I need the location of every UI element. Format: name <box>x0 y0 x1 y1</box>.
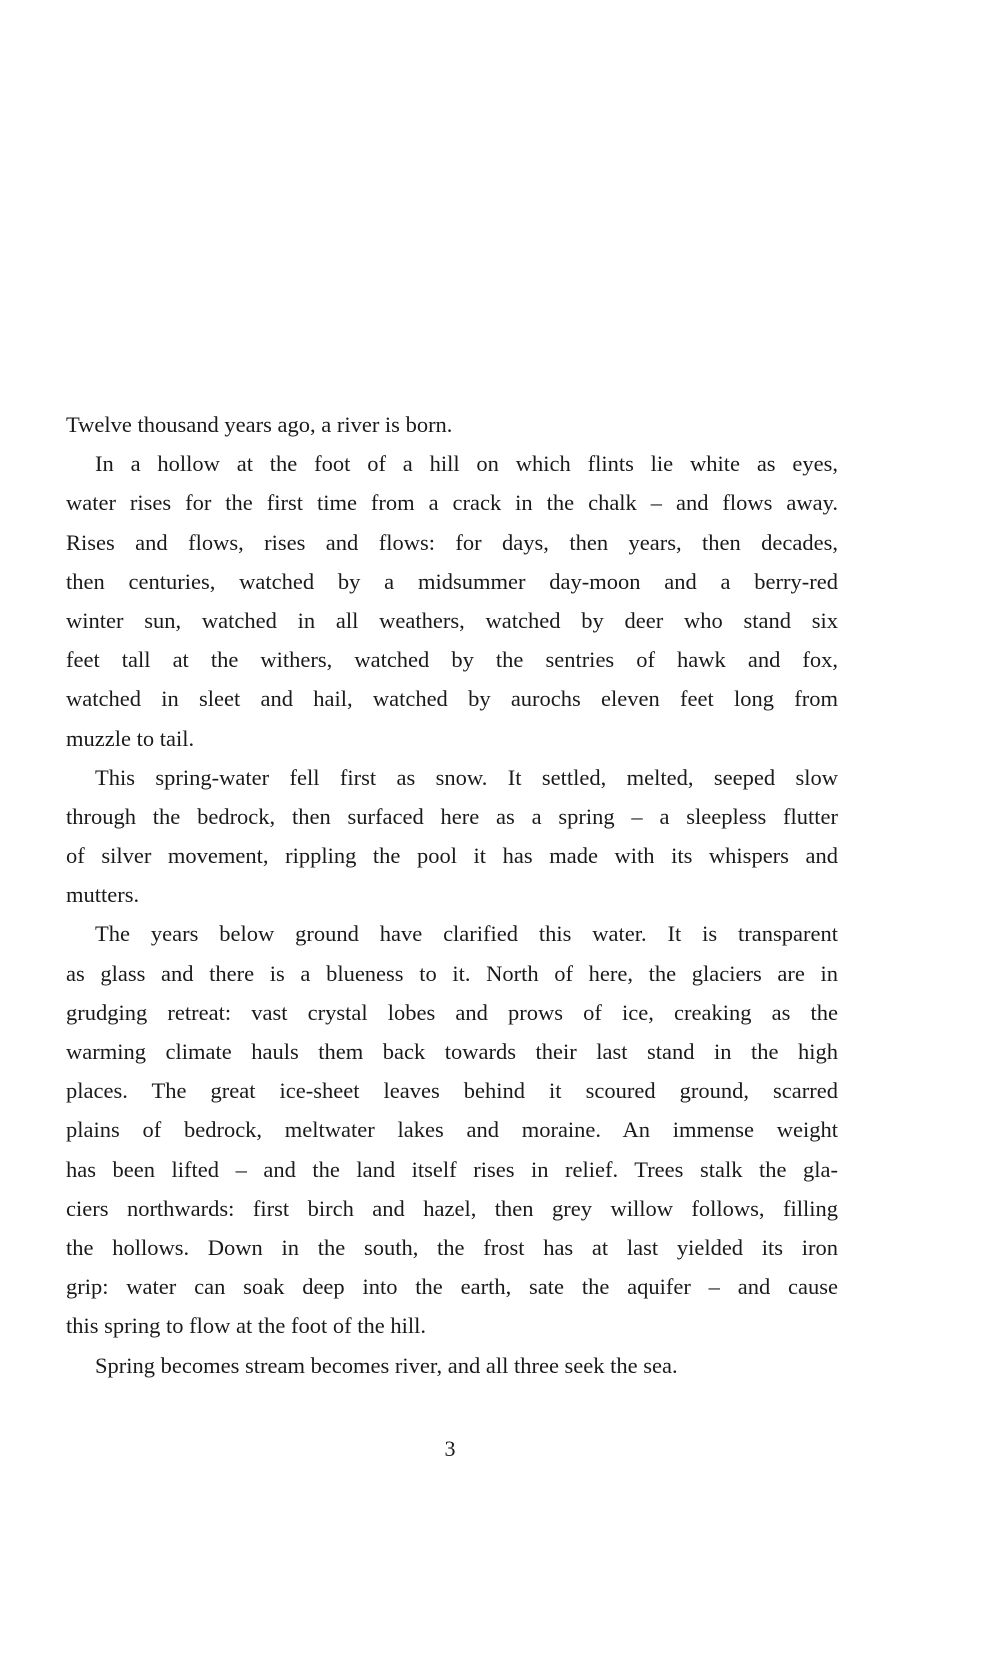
text-line: In a hollow at the foot of a hill on which flints lie white as eyes, <box>95 451 838 477</box>
text-line: through the bedrock, then surfaced here as a spring – a sleepless flutter <box>66 803 838 829</box>
text-line: plains of bedrock, meltwater lakes and moraine. An immense weight <box>66 1117 838 1143</box>
text-line: muzzle to tail. <box>66 725 195 751</box>
text-line: as glass and there is a blueness to it. North of here, the glaciers are in <box>66 960 838 986</box>
text-line: grip: water can soak deep into the earth, sate the aquifer – and cause <box>66 1274 838 1300</box>
text-line: This spring-water fell first as snow. It settled, melted, seeped slow <box>95 764 838 790</box>
text-line: Twelve thousand years ago, a river is born. <box>66 412 453 437</box>
text-line: mutters. <box>66 882 140 908</box>
paragraph <box>66 914 838 1345</box>
text-line: warming climate hauls them back towards their last stand in the high <box>66 1039 838 1064</box>
paragraph <box>66 405 838 444</box>
text-line: the hollows. Down in the south, the frost has at last yielded its iron <box>66 1234 838 1260</box>
body-text <box>66 405 838 1385</box>
text-line: winter sun, watched in all weathers, watched by deer who stand six <box>66 607 838 633</box>
paragraph <box>66 444 838 758</box>
text-line: feet tall at the withers, watched by the sentries of hawk and fox, <box>66 647 838 673</box>
text-line: The years below ground have clarified this water. It is transparent <box>95 921 838 947</box>
text-line: Rises and flows, rises and flows: for days, then years, then decades, <box>66 529 838 555</box>
paragraph <box>66 1346 838 1385</box>
text-line: this spring to flow at the foot of the hill. <box>66 1313 426 1339</box>
text-line: Spring becomes stream becomes river, and all three seek the sea. <box>95 1352 678 1378</box>
text-line: watched in sleet and hail, watched by aurochs eleven feet long from <box>66 686 838 712</box>
text-line: of silver movement, rippling the pool it has made with its whispers and <box>66 843 838 869</box>
text-line: ciers northwards: first birch and hazel, then grey willow follows, filling <box>66 1195 838 1221</box>
text-line: has been lifted – and the land itself rises in relief. Trees stalk the gla- <box>66 1156 838 1182</box>
text-line: places. The great ice-sheet leaves behind it scoured ground, scarred <box>66 1078 838 1104</box>
text-line: grudging retreat: vast crystal lobes and prows of ice, creaking as the <box>66 999 838 1025</box>
text-line: then centuries, watched by a midsummer day-moon and a berry-red <box>66 568 838 594</box>
page-number: 3 <box>444 1436 456 1461</box>
text-line: water rises for the first time from a crack in the chalk – and flows away. <box>66 490 838 516</box>
paragraph <box>66 758 838 915</box>
